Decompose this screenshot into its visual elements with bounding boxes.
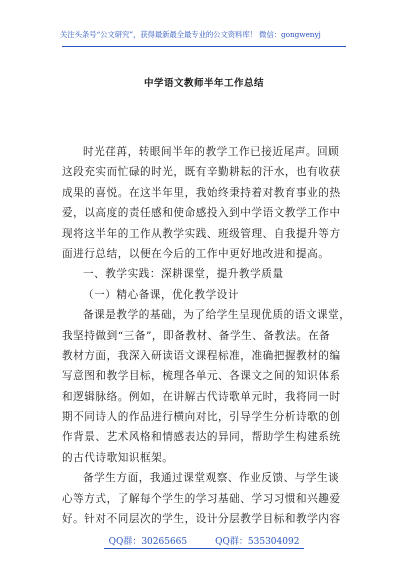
body-line: 的古代诗歌知识框架。	[62, 451, 174, 464]
body-line: 期不同诗人的作品进行横向对比，引导学生分析诗歌的创	[62, 411, 341, 424]
body-line: 我坚持做到“三备”，即备教材、备学生、备教法。在备	[62, 329, 331, 342]
body-line: 成果的喜悦。在这半年里，我始终秉持着对教育事业的热	[62, 186, 341, 199]
header-divider	[62, 46, 346, 47]
body-line: 和逻辑脉络。例如，在讲解古代诗歌单元时，我将同一时	[62, 390, 341, 403]
body-line: 教材方面，我深入研读语文课程标准，准确把握教材的编	[62, 349, 341, 362]
body-line: 作背景、艺术风格和情感表达的异同，帮助学生构建系统	[62, 431, 341, 444]
body-line: 这段充实而忙碌的时光，既有辛勤耕耘的汗水，也有收获	[62, 166, 341, 179]
footer-contact	[0, 534, 408, 547]
body-line: 面进行总结，以便在今后的工作中更好地改进和提高。	[62, 247, 330, 260]
body-line: 写意图和教学目标，梳理各单元、各课文之间的知识体系	[62, 370, 341, 383]
body-line: 爱，以高度的责任感和使命感投入到中学语文教学工作中	[62, 207, 341, 220]
body-line: 时光荏苒，转眼间半年的教学工作已接近尾声。回顾	[83, 146, 340, 158]
document-body	[62, 142, 351, 529]
body-line: 心等方式，了解每个学生的学习基础、学习习惯和兴趣爱	[62, 492, 341, 505]
footer-qq-group-2: QQ群：535304092	[215, 537, 300, 547]
body-line: 备学生方面，我通过课堂观察、作业反馈、与学生谈	[83, 472, 340, 485]
document-title: 中学语文教师半年工作总结	[143, 78, 264, 89]
section-heading: 一、教学实践：深耕课堂，提升教学质量	[83, 268, 284, 281]
footer-qq-group-1: QQ群：30265665	[108, 537, 188, 547]
header-banner: 关注头条号“公文研究”，获得最新最全最专业的公文资料库！ 微信：gongwenyj	[60, 30, 321, 39]
body-line: 现将这半年的工作从教学实践、班级管理、自我提升等方	[62, 227, 341, 240]
body-line: 备课是教学的基础，为了给学生呈现优质的语文课堂，	[83, 309, 351, 322]
subsection-heading: （一）精心备课，优化教学设计	[83, 288, 240, 301]
footer-underline	[104, 548, 304, 549]
body-line: 好。针对不同层次的学生，设计分层教学目标和教学内容	[62, 513, 341, 526]
